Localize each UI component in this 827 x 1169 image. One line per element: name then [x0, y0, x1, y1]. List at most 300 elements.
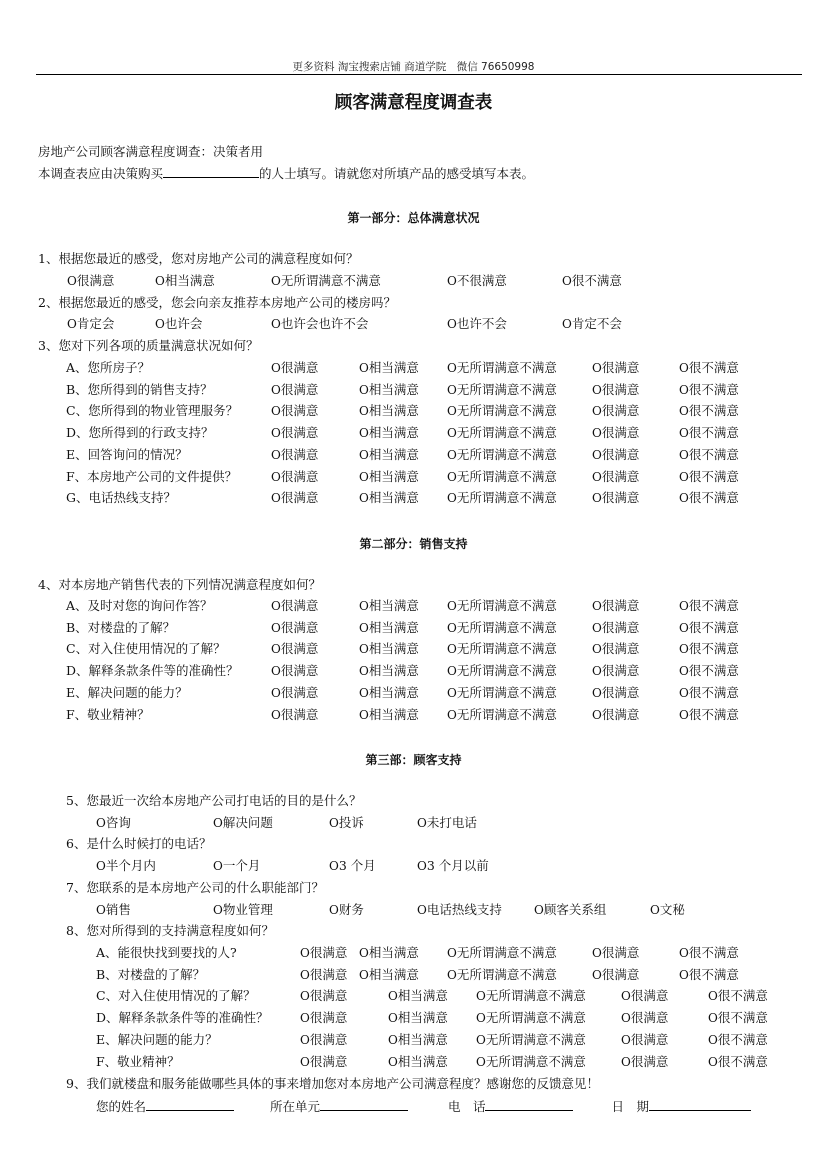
- q8-item-6-option-4[interactable]: [621, 1054, 668, 1070]
- q3-item-3-option-4[interactable]: [592, 403, 639, 419]
- option-label: 很满意: [76, 273, 115, 288]
- radio-circle-icon: O: [562, 274, 572, 288]
- q8-item-1-option-4[interactable]: [592, 945, 639, 961]
- q4-item-4-option-3[interactable]: [447, 663, 557, 679]
- q4-item-1-option-2[interactable]: [359, 598, 419, 614]
- radio-circle-icon: O: [359, 685, 369, 700]
- radio-circle-icon: O: [447, 382, 457, 397]
- footer-fields: [96, 1098, 751, 1115]
- radio-circle-icon: O: [447, 361, 457, 375]
- option-label: 很不满意: [688, 403, 739, 419]
- radio-circle-icon: O: [359, 946, 369, 960]
- radio-circle-icon: O: [592, 599, 602, 613]
- option-label: 相当满意: [368, 490, 419, 506]
- q3-item-5-option-2[interactable]: [359, 447, 419, 463]
- q5-option-4[interactable]: [417, 815, 477, 831]
- option-label: 财务: [338, 902, 364, 917]
- q4-item-5-option-5[interactable]: [679, 685, 739, 701]
- option-label: 无所谓满意不满意: [456, 684, 557, 700]
- radio-circle-icon: O: [359, 404, 369, 419]
- q8-item-1-option-1[interactable]: [300, 945, 347, 961]
- q8-item-4-option-1[interactable]: [300, 1010, 347, 1026]
- radio-circle-icon: O: [447, 642, 457, 657]
- option-label: 未打电话: [426, 815, 477, 830]
- radio-circle-icon: O: [708, 1011, 718, 1026]
- q3-item-3-option-5[interactable]: [679, 403, 739, 419]
- q3-item-5: E、回答询问的情况？: [66, 446, 188, 462]
- option-label: 很不满意: [688, 468, 739, 484]
- radio-circle-icon: O: [300, 1054, 310, 1069]
- q4-item-6-option-3[interactable]: [447, 707, 557, 723]
- radio-circle-icon: O: [359, 469, 369, 484]
- question-5: 5、您最近一次给本房地产公司打电话的目的是什么？: [66, 793, 362, 808]
- q8-item-3-option-1[interactable]: [300, 988, 347, 1004]
- radio-circle-icon: O: [679, 642, 689, 657]
- option-label: 相当满意: [397, 1010, 448, 1026]
- option-label: 无所谓满意不满意: [456, 360, 557, 375]
- option-label: 很满意: [601, 966, 640, 982]
- option-label: 很满意: [280, 684, 319, 700]
- radio-circle-icon: O: [388, 1011, 398, 1026]
- option-label: 很不满意: [688, 598, 739, 613]
- q8-item-5-option-5[interactable]: [708, 1032, 768, 1048]
- q4-item-1-option-1[interactable]: [271, 598, 318, 614]
- radio-circle-icon: O: [271, 707, 281, 722]
- q3-item-1-option-5[interactable]: [679, 360, 739, 376]
- q8-item-5-option-3[interactable]: [476, 1032, 586, 1048]
- radio-circle-icon: O: [417, 816, 427, 830]
- q4-item-3-option-5[interactable]: [679, 641, 739, 657]
- radio-circle-icon: O: [271, 447, 281, 462]
- radio-circle-icon: O: [650, 903, 660, 917]
- option-label: 很不满意: [688, 381, 739, 397]
- radio-circle-icon: O: [271, 642, 281, 657]
- q4-item-2-option-2[interactable]: [359, 620, 419, 636]
- option-label: 无所谓满意不满意: [456, 663, 557, 679]
- option-label: 相当满意: [368, 360, 419, 375]
- radio-circle-icon: O: [708, 989, 718, 1004]
- option-label: 相当满意: [368, 619, 419, 635]
- option-label: 很满意: [601, 641, 640, 657]
- q3-item-2-option-1[interactable]: [271, 382, 318, 398]
- q5-option-1[interactable]: [96, 815, 131, 831]
- date-field[interactable]: [649, 1098, 751, 1111]
- q4-item-6-option-2[interactable]: [359, 707, 419, 723]
- radio-circle-icon: O: [271, 382, 281, 397]
- q3-item-5-option-5[interactable]: [679, 447, 739, 463]
- q3-item-3-option-2[interactable]: [359, 403, 419, 419]
- q3-item-6-option-1[interactable]: [271, 469, 318, 485]
- q4-item-3-option-2[interactable]: [359, 641, 419, 657]
- section-title-2: 第二部分：销售支持: [359, 537, 468, 551]
- radio-circle-icon: O: [300, 989, 310, 1004]
- radio-circle-icon: O: [708, 1054, 718, 1069]
- option-label: 很满意: [630, 1010, 669, 1026]
- q2-option-5[interactable]: [562, 316, 622, 332]
- radio-circle-icon: O: [679, 404, 689, 419]
- radio-circle-icon: O: [592, 382, 602, 397]
- radio-circle-icon: O: [447, 664, 457, 679]
- q7-option-5[interactable]: [534, 902, 606, 918]
- q2-option-1[interactable]: [67, 316, 114, 332]
- q4-item-5-option-3[interactable]: [447, 685, 557, 701]
- radio-circle-icon: O: [447, 946, 457, 960]
- q6-option-1[interactable]: [96, 858, 156, 874]
- radio-circle-icon: O: [679, 447, 689, 462]
- option-label: 咨询: [105, 815, 131, 830]
- q3-item-7-option-1[interactable]: [271, 490, 318, 506]
- option-label: 无所谓满意不满意: [456, 641, 557, 657]
- q4-item-2: B、对楼盘的了解？: [66, 619, 176, 635]
- radio-circle-icon: O: [155, 317, 165, 331]
- radio-circle-icon: O: [417, 859, 427, 873]
- q4-item-6-option-5[interactable]: [679, 707, 739, 723]
- radio-circle-icon: O: [679, 707, 689, 722]
- option-label: 肯定不会: [571, 316, 622, 331]
- q3-item-6: F、本房地产公司的文件提供？: [66, 468, 238, 484]
- option-label: 相当满意: [368, 468, 419, 484]
- q1-option-5[interactable]: [562, 273, 622, 289]
- q4-item-4-option-5[interactable]: [679, 663, 739, 679]
- intro-line-2-pre: 本调查表应由决策购买: [38, 166, 164, 181]
- option-label: 很不满意: [717, 1010, 768, 1026]
- q8-item-3-option-4[interactable]: [621, 988, 668, 1004]
- radio-circle-icon: O: [447, 599, 457, 613]
- radio-circle-icon: O: [562, 317, 572, 331]
- radio-circle-icon: O: [213, 903, 223, 917]
- radio-circle-icon: O: [447, 967, 457, 982]
- radio-circle-icon: O: [592, 491, 602, 506]
- option-label: 电话热线支持: [426, 902, 502, 917]
- q3-item-5-option-4[interactable]: [592, 447, 639, 463]
- q8-item-5-option-4[interactable]: [621, 1032, 668, 1048]
- option-label: 销售: [105, 902, 131, 917]
- option-label: 很满意: [280, 490, 319, 506]
- radio-circle-icon: O: [359, 361, 369, 375]
- q3-item-1: A、您所房子？: [66, 360, 151, 375]
- q8-item-4-option-3[interactable]: [476, 1010, 586, 1026]
- radio-circle-icon: O: [359, 599, 369, 613]
- q6-option-2[interactable]: [213, 858, 260, 874]
- page-title: 顾客满意程度调查表: [334, 93, 493, 113]
- option-label: 一个月: [222, 858, 261, 873]
- q8-item-1-option-2[interactable]: [359, 945, 419, 961]
- radio-circle-icon: O: [417, 903, 427, 917]
- radio-circle-icon: O: [271, 317, 281, 331]
- radio-circle-icon: O: [359, 967, 369, 982]
- radio-circle-icon: O: [359, 642, 369, 657]
- q8-item-2: B、对楼盘的了解？: [96, 966, 206, 982]
- q8-item-4-option-2[interactable]: [388, 1010, 448, 1026]
- section-title-1: 第一部分：总体满意状况: [347, 211, 480, 225]
- option-label: 很满意: [601, 945, 640, 960]
- q6-option-4[interactable]: [417, 858, 489, 874]
- radio-circle-icon: O: [447, 274, 457, 288]
- option-label: 相当满意: [368, 425, 419, 441]
- q3-item-7-option-2[interactable]: [359, 490, 419, 506]
- radio-circle-icon: O: [155, 274, 165, 288]
- q4-item-4-option-1[interactable]: [271, 663, 318, 679]
- option-label: 很满意: [630, 1053, 669, 1069]
- q7-option-6[interactable]: [650, 902, 685, 918]
- radio-circle-icon: O: [679, 685, 689, 700]
- radio-circle-icon: O: [359, 447, 369, 462]
- q1-option-2[interactable]: [155, 273, 215, 289]
- q4-item-2-option-1[interactable]: [271, 620, 318, 636]
- option-label: 无所谓满意不满意: [456, 945, 557, 960]
- q7-option-2[interactable]: [213, 902, 273, 918]
- q3-item-2-option-2[interactable]: [359, 382, 419, 398]
- option-label: 很不满意: [571, 273, 622, 288]
- q3-item-5-option-1[interactable]: [271, 447, 318, 463]
- q4-item-3-option-4[interactable]: [592, 641, 639, 657]
- q2-option-2[interactable]: [155, 316, 202, 332]
- option-label: 相当满意: [368, 966, 419, 982]
- radio-circle-icon: O: [271, 491, 281, 506]
- radio-circle-icon: O: [621, 989, 631, 1004]
- q3-item-4-option-1[interactable]: [271, 425, 318, 441]
- option-label: 很满意: [601, 446, 640, 462]
- option-label: 相当满意: [368, 945, 419, 960]
- q8-item-6-option-2[interactable]: [388, 1054, 448, 1070]
- q3-item-4-option-4[interactable]: [592, 425, 639, 441]
- q8-item-2-option-4[interactable]: [592, 967, 639, 983]
- q4-item-5: E、解决问题的能力？: [66, 684, 188, 700]
- q8-item-2-option-2[interactable]: [359, 967, 419, 983]
- option-label: 无所谓满意不满意: [456, 619, 557, 635]
- q5-option-3[interactable]: [329, 815, 364, 831]
- radio-circle-icon: O: [388, 1054, 398, 1069]
- q4-item-6-option-1[interactable]: [271, 707, 318, 723]
- q4-item-2-option-5[interactable]: [679, 620, 739, 636]
- phone-field[interactable]: [485, 1098, 573, 1111]
- radio-circle-icon: O: [447, 491, 457, 506]
- name-field[interactable]: [146, 1098, 234, 1111]
- q8-item-5-option-1[interactable]: [300, 1032, 347, 1048]
- option-label: 肯定会: [76, 316, 115, 331]
- q8-item-2-option-3[interactable]: [447, 967, 557, 983]
- q1-option-3[interactable]: [271, 273, 381, 289]
- q3-item-4: D、您所得到的行政支持？: [66, 425, 214, 441]
- option-label: 很满意: [601, 663, 640, 679]
- option-label: 无所谓满意不满意: [456, 381, 557, 397]
- q3-item-4-option-5[interactable]: [679, 425, 739, 441]
- option-label: 很满意: [630, 988, 669, 1004]
- radio-circle-icon: O: [300, 1011, 310, 1026]
- q1-option-4[interactable]: [447, 273, 507, 289]
- option-label: 很满意: [601, 706, 640, 722]
- q4-item-6: F、敬业精神？: [66, 706, 150, 722]
- option-label: 很不满意: [717, 1031, 768, 1047]
- q1-option-1[interactable]: [67, 273, 114, 289]
- option-label: 无所谓满意不满意: [485, 1053, 586, 1069]
- buyer-blank[interactable]: [163, 165, 259, 178]
- option-label: 很满意: [601, 490, 640, 506]
- q6-option-3[interactable]: [329, 858, 376, 874]
- radio-circle-icon: O: [592, 642, 602, 657]
- q5-option-2[interactable]: [213, 815, 273, 831]
- q4-item-1-option-5[interactable]: [679, 598, 739, 614]
- option-label: 相当满意: [397, 988, 448, 1004]
- q3-item-6-option-2[interactable]: [359, 469, 419, 485]
- option-label: 无所谓满意不满意: [485, 988, 586, 1004]
- radio-circle-icon: O: [592, 620, 602, 635]
- q4-item-1: A、及时对您的询问作答？: [66, 598, 213, 613]
- q8-item-3-option-3[interactable]: [476, 988, 586, 1004]
- q3-item-6-option-4[interactable]: [592, 469, 639, 485]
- q3-item-7-option-4[interactable]: [592, 490, 639, 506]
- q3-item-7-option-5[interactable]: [679, 490, 739, 506]
- option-label: 很不满意: [688, 966, 739, 982]
- intro-line-1: 房地产公司顾客满意程度调查：决策者用: [38, 144, 264, 159]
- q4-item-5-option-1[interactable]: [271, 685, 318, 701]
- question-1: 1、根据您最近的感受，您对房地产公司的满意程度如何？: [38, 251, 359, 266]
- option-label: 很满意: [309, 945, 348, 960]
- q7-option-1[interactable]: [96, 902, 131, 918]
- option-label: 很满意: [309, 966, 348, 982]
- radio-circle-icon: O: [447, 685, 457, 700]
- radio-circle-icon: O: [271, 664, 281, 679]
- option-label: 很满意: [601, 468, 640, 484]
- option-label: 无所谓满意不满意: [456, 425, 557, 441]
- q7-option-4[interactable]: [417, 902, 502, 918]
- q3-item-3-option-1[interactable]: [271, 403, 318, 419]
- q4-item-3-option-1[interactable]: [271, 641, 318, 657]
- option-label: 很不满意: [688, 684, 739, 700]
- option-label: 也许会: [164, 316, 203, 331]
- option-label: 无所谓满意不满意: [280, 273, 381, 288]
- radio-circle-icon: O: [447, 404, 457, 419]
- q3-item-7-option-3[interactable]: [447, 490, 557, 506]
- radio-circle-icon: O: [329, 859, 339, 873]
- option-label: 很不满意: [688, 425, 739, 441]
- radio-circle-icon: O: [359, 491, 369, 506]
- q3-item-1-option-3[interactable]: [447, 360, 557, 376]
- q8-item-6-option-1[interactable]: [300, 1054, 347, 1070]
- option-label: 投诉: [338, 815, 364, 830]
- option-label: 很满意: [280, 425, 319, 441]
- option-label: 很不满意: [688, 641, 739, 657]
- option-label: 很满意: [280, 641, 319, 657]
- q8-item-6-option-5[interactable]: [708, 1054, 768, 1070]
- radio-circle-icon: O: [359, 382, 369, 397]
- radio-circle-icon: O: [359, 664, 369, 679]
- radio-circle-icon: O: [592, 469, 602, 484]
- q3-item-1-option-2[interactable]: [359, 360, 419, 376]
- radio-circle-icon: O: [592, 361, 602, 375]
- q3-item-6-option-3[interactable]: [447, 469, 557, 485]
- q4-item-2-option-3[interactable]: [447, 620, 557, 636]
- option-label: 很满意: [601, 360, 640, 375]
- option-label: 无所谓满意不满意: [456, 706, 557, 722]
- option-label: 无所谓满意不满意: [485, 1031, 586, 1047]
- q8-item-5: E、解决问题的能力？: [96, 1031, 218, 1047]
- q4-item-6-option-4[interactable]: [592, 707, 639, 723]
- option-label: 很不满意: [717, 1053, 768, 1069]
- q8-item-6-option-3[interactable]: [476, 1054, 586, 1070]
- question-8: 8、您对所得到的支持满意程度如何？: [66, 923, 274, 938]
- radio-circle-icon: O: [592, 426, 602, 441]
- radio-circle-icon: O: [592, 664, 602, 679]
- q7-option-3[interactable]: [329, 902, 364, 918]
- q8-item-3-option-2[interactable]: [388, 988, 448, 1004]
- q4-item-5-option-4[interactable]: [592, 685, 639, 701]
- q3-item-1-option-1[interactable]: [271, 360, 318, 376]
- q8-item-2-option-1[interactable]: [300, 967, 347, 983]
- radio-circle-icon: O: [300, 967, 310, 982]
- q8-item-4-option-5[interactable]: [708, 1010, 768, 1026]
- q4-item-1-option-4[interactable]: [592, 598, 639, 614]
- q4-item-2-option-4[interactable]: [592, 620, 639, 636]
- option-label: 无所谓满意不满意: [485, 1010, 586, 1026]
- q3-item-4-option-3[interactable]: [447, 425, 557, 441]
- q8-item-4-option-4[interactable]: [621, 1010, 668, 1026]
- q8-item-1-option-5[interactable]: [679, 945, 739, 961]
- option-label: 很不满意: [688, 446, 739, 462]
- option-label: 很满意: [280, 619, 319, 635]
- option-label: 很满意: [280, 663, 319, 679]
- q3-item-5-option-3[interactable]: [447, 447, 557, 463]
- q4-item-3-option-3[interactable]: [447, 641, 557, 657]
- q2-option-3[interactable]: [271, 316, 368, 332]
- option-label: 相当满意: [164, 273, 215, 288]
- q8-item-1-option-3[interactable]: [447, 945, 557, 961]
- unit-field[interactable]: [320, 1098, 408, 1111]
- header-note: 更多资料 淘宝搜索店铺 商道学院 微信 76650998: [292, 61, 535, 73]
- q4-item-4-option-4[interactable]: [592, 663, 639, 679]
- radio-circle-icon: O: [329, 816, 339, 830]
- option-label: 很不满意: [688, 360, 739, 375]
- radio-circle-icon: O: [329, 903, 339, 917]
- radio-circle-icon: O: [621, 1011, 631, 1026]
- q8-item-5-option-2[interactable]: [388, 1032, 448, 1048]
- q3-item-2-option-4[interactable]: [592, 382, 639, 398]
- q3-item-1-option-4[interactable]: [592, 360, 639, 376]
- radio-circle-icon: O: [271, 620, 281, 635]
- radio-circle-icon: O: [67, 317, 77, 331]
- q8-item-1: A、能很快找到要找的人?: [96, 945, 237, 960]
- option-label: 很满意: [280, 468, 319, 484]
- radio-circle-icon: O: [447, 620, 457, 635]
- option-label: 也许会也许不会: [280, 316, 369, 331]
- q4-item-4: D、解释条款条件等的准确性？: [66, 663, 239, 679]
- q4-item-4-option-2[interactable]: [359, 663, 419, 679]
- q8-item-3-option-5[interactable]: [708, 988, 768, 1004]
- q8-item-3: C、对入住使用情况的了解？: [96, 988, 256, 1004]
- option-label: 相当满意: [368, 641, 419, 657]
- question-4: 4、对本房地产销售代表的下列情况满意程度如何？: [38, 577, 321, 592]
- q3-item-6-option-5[interactable]: [679, 469, 739, 485]
- q4-item-1-option-3[interactable]: [447, 598, 557, 614]
- q2-option-4[interactable]: [447, 316, 507, 332]
- radio-circle-icon: O: [271, 685, 281, 700]
- option-label: 无所谓满意不满意: [456, 468, 557, 484]
- option-label: 很满意: [601, 619, 640, 635]
- radio-circle-icon: O: [271, 361, 281, 375]
- radio-circle-icon: O: [592, 946, 602, 960]
- q4-item-5-option-2[interactable]: [359, 685, 419, 701]
- footer-date-label: 日 期: [611, 1099, 649, 1114]
- q3-item-4-option-2[interactable]: [359, 425, 419, 441]
- radio-circle-icon: O: [271, 274, 281, 288]
- option-label: 很满意: [601, 684, 640, 700]
- radio-circle-icon: O: [359, 620, 369, 635]
- q3-item-2-option-3[interactable]: [447, 382, 557, 398]
- option-label: 很满意: [280, 403, 319, 419]
- q8-item-2-option-5[interactable]: [679, 967, 739, 983]
- q3-item-3-option-3[interactable]: [447, 403, 557, 419]
- q3-item-2-option-5[interactable]: [679, 382, 739, 398]
